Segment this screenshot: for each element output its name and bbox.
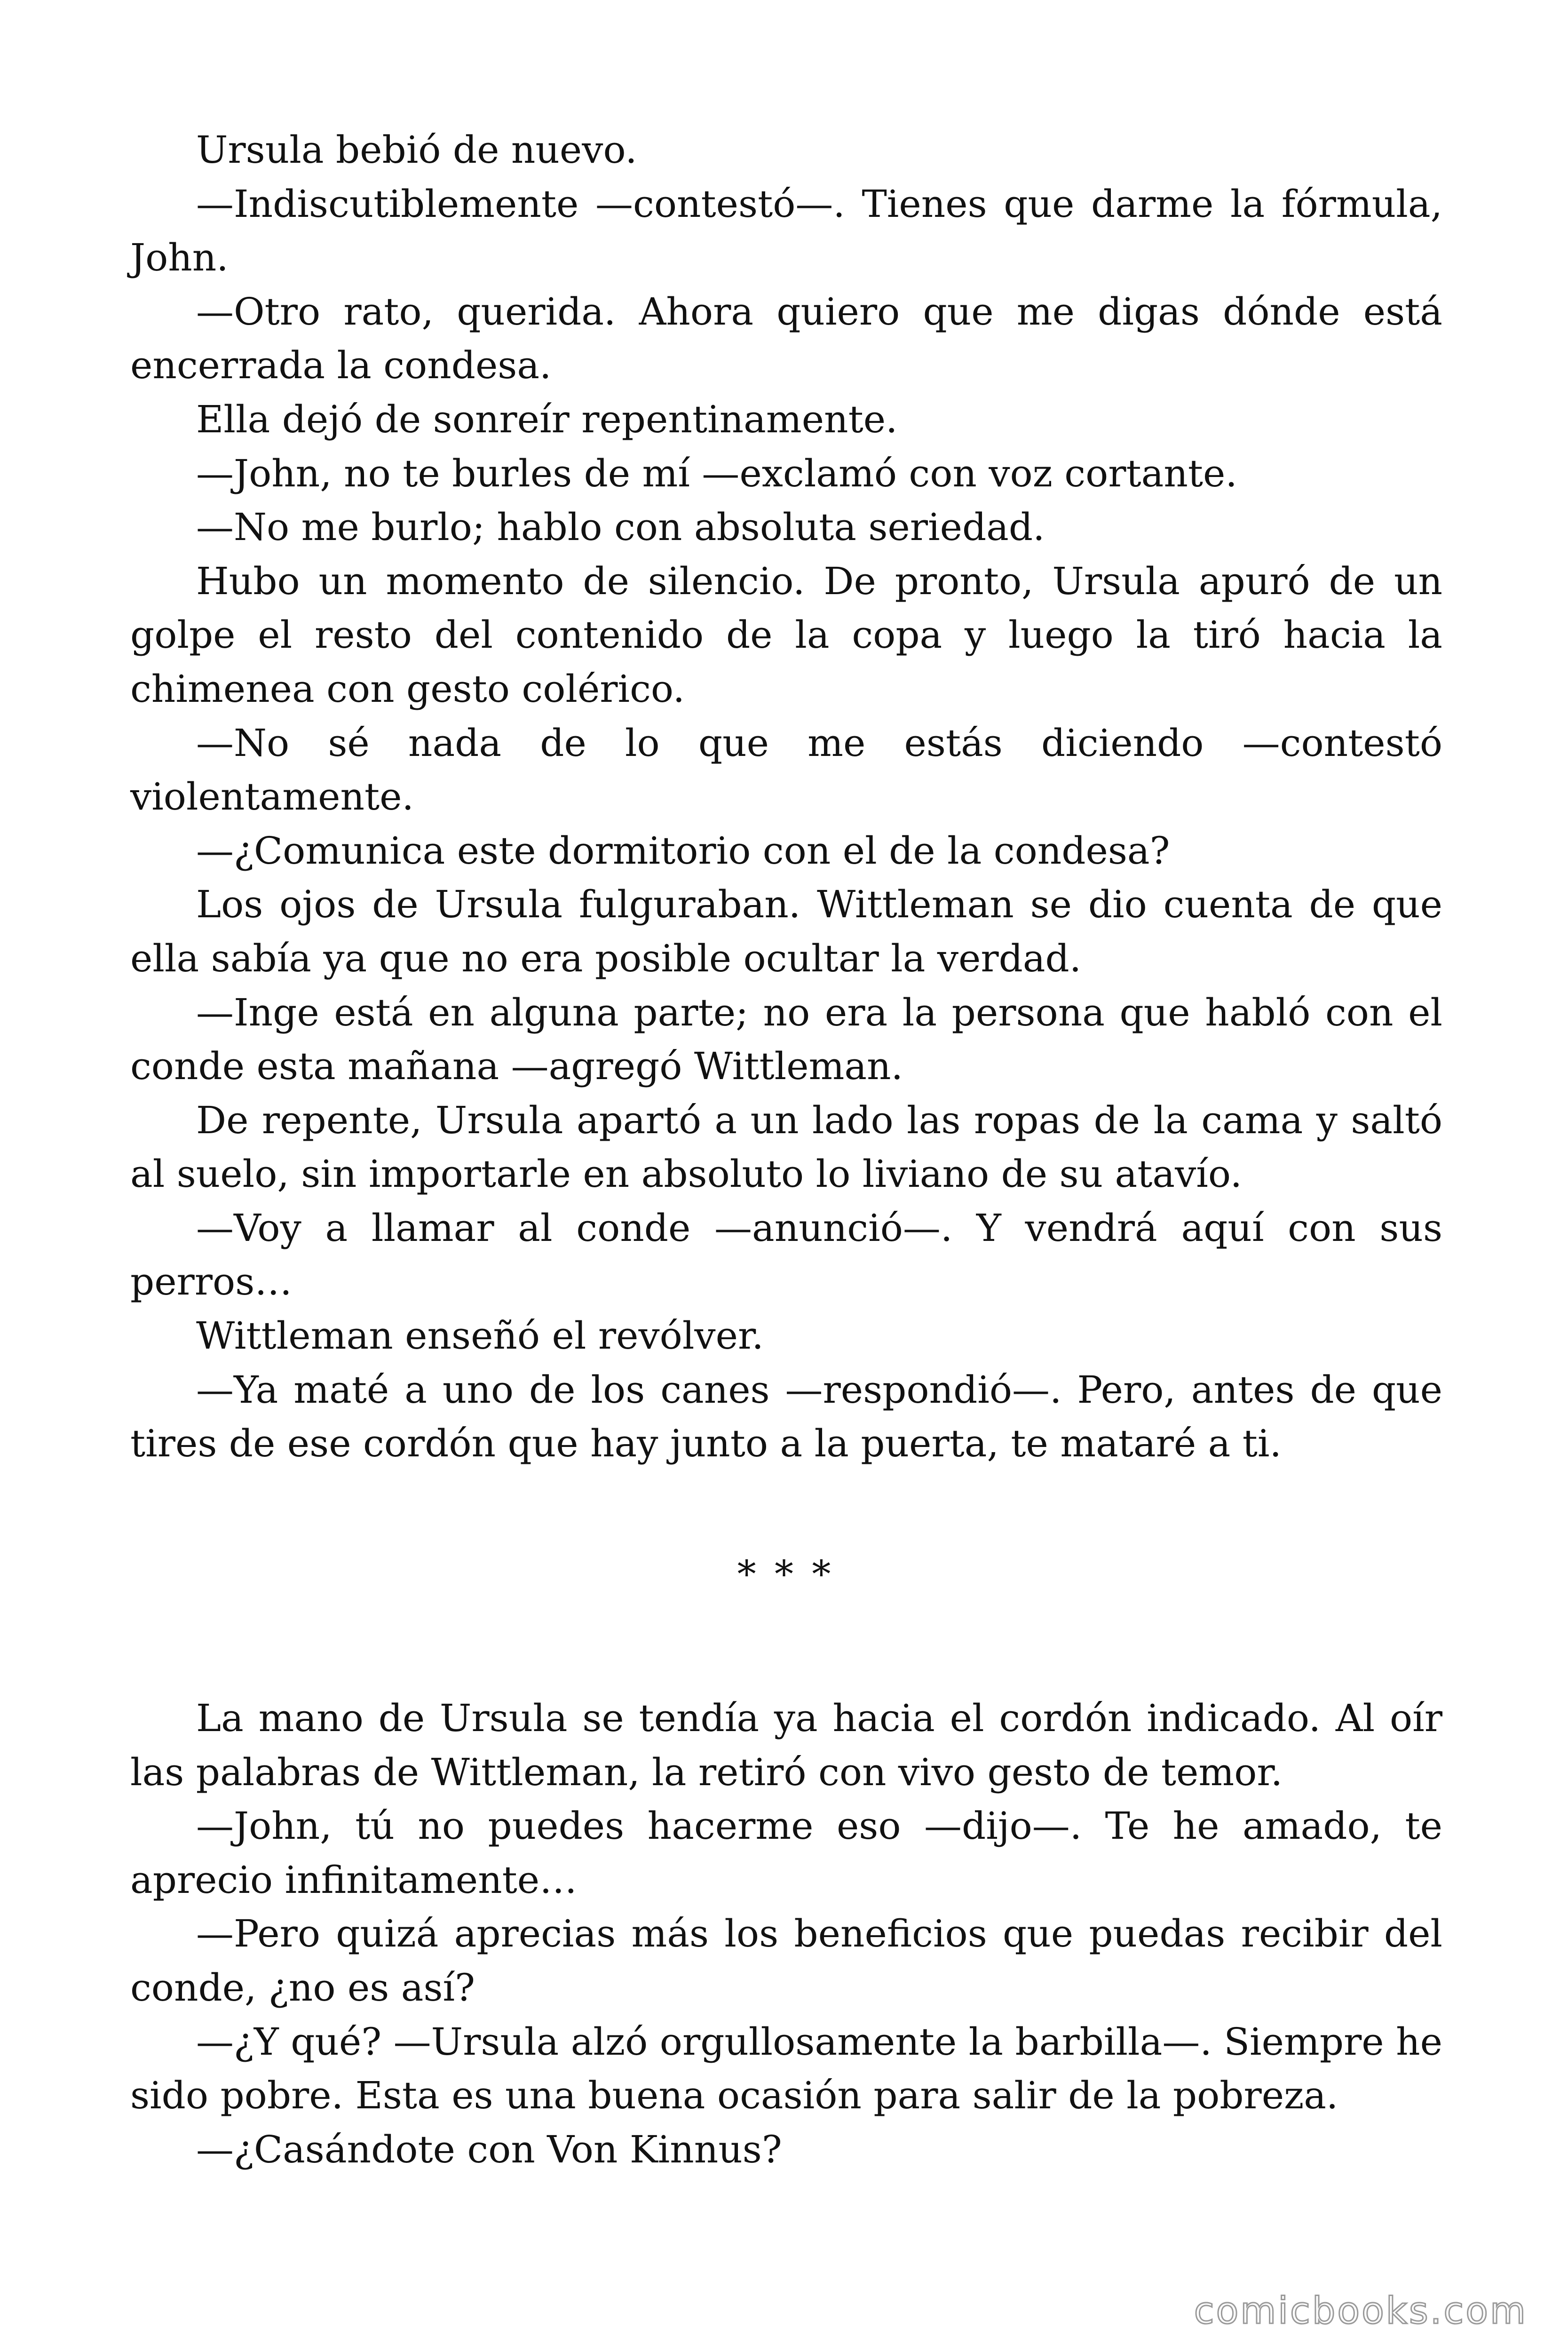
paragraph: Hubo un momento de silencio. De pronto, Ursula apuró de un golpe el resto del contenido de la copa y luego la tiró hacia la chimenea con gesto colérico. <box>130 559 1442 711</box>
text-section-2 <box>130 1692 1442 2177</box>
paragraph: —Pero quizá aprecias más los beneficios que puedas recibir del conde, ¿no es así? <box>130 1912 1442 2010</box>
paragraph: Wittleman enseñó el revólver. <box>196 1314 764 1358</box>
paragraph: Ella dejó de sonreír repentinamente. <box>196 397 898 441</box>
paragraph: —John, tú no puedes hacerme eso —dijo—. Te he amado, te aprecio infinitamente… <box>130 1804 1442 1902</box>
paragraph: —No me burlo; hablo con absoluta seriedad. <box>196 505 1045 549</box>
paragraph: Ursula bebió de nuevo. <box>196 128 637 172</box>
paragraph: —¿Y qué? —Ursula alzó orgullosamente la barbilla—. Siempre he sido pobre. Esta es una buena ocasión para salir de la pobreza. <box>130 2019 1442 2118</box>
paragraph: —¿Comunica este dormitorio con el de la condesa? <box>196 828 1170 873</box>
paragraph: —¿Casándote con Von Kinnus? <box>196 2127 782 2171</box>
paragraph: —No sé nada de lo que me estás diciendo —contestó violentamente. <box>130 721 1442 819</box>
paragraph: —Ya maté a uno de los canes —respondió—. Pero, antes de que tires de ese cordón que hay junto a la puerta, te mataré a ti. <box>130 1367 1442 1466</box>
paragraph: Los ojos de Ursula fulguraban. Wittleman se dio cuenta de que ella sabía ya que no era posible ocultar la verdad. <box>130 882 1442 980</box>
paragraph: La mano de Ursula se tendía ya hacia el cordón indicado. Al oír las palabras de Wittleman, la retiró con vivo gesto de temor. <box>130 1696 1442 1794</box>
watermark-logo-text: comicbooks.com <box>1194 2290 1528 2332</box>
paragraph: —John, no te burles de mí —exclamó con voz cortante. <box>196 451 1237 495</box>
paragraph: —Otro rato, querida. Ahora quiero que me digas dónde está encerrada la condesa. <box>130 289 1442 388</box>
text-section-1 <box>130 123 1442 1471</box>
paragraph: —Voy a llamar al conde —anunció—. Y vendrá aquí con sus perros… <box>130 1206 1442 1304</box>
scene-break-asterisks: * * * <box>737 1552 831 1596</box>
paragraph: De repente, Ursula apartó a un lado las ropas de la cama y saltó al suelo, sin importarle en absoluto lo liviano de su atavío. <box>130 1098 1442 1196</box>
paragraph: —Indiscutiblemente —contestó—. Tienes que darme la fórmula, John. <box>130 182 1442 280</box>
paragraph: —Inge está en alguna parte; no era la persona que habló con el conde esta mañana —agregó Wittleman. <box>130 990 1442 1089</box>
